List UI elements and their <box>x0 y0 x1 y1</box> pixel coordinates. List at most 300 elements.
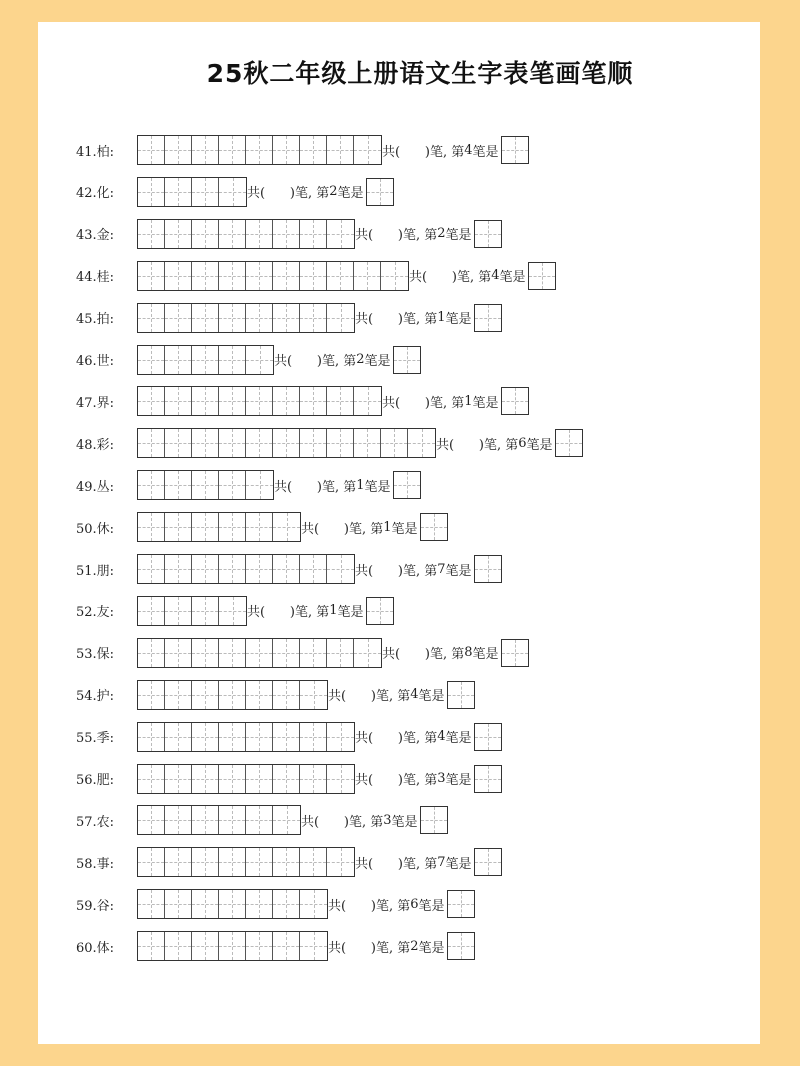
stroke-cell[interactable] <box>138 765 165 793</box>
stroke-cell[interactable] <box>165 304 192 332</box>
total-blank[interactable] <box>265 603 290 618</box>
total-blank[interactable] <box>292 352 317 367</box>
total-prefix: 共( <box>328 898 347 914</box>
stroke-cell[interactable] <box>273 639 300 667</box>
stroke-order-grid[interactable] <box>137 428 436 458</box>
question-text <box>355 769 472 788</box>
stroke-order-grid[interactable] <box>137 219 355 249</box>
question-text <box>301 518 418 537</box>
stroke-cell[interactable] <box>300 639 327 667</box>
stroke-cell[interactable] <box>165 429 192 457</box>
total-suffix: )笔, 第 <box>424 395 465 411</box>
exercise-row <box>76 218 502 250</box>
stroke-cell[interactable] <box>246 555 273 583</box>
stroke-cell[interactable] <box>192 681 219 709</box>
total-suffix: )笔, 第 <box>397 856 438 872</box>
answer-prompt: 笔是 <box>418 898 445 914</box>
stroke-cell[interactable] <box>219 890 246 918</box>
total-prefix: 共( <box>301 521 320 537</box>
stroke-cell[interactable] <box>273 555 300 583</box>
stroke-cell[interactable] <box>273 890 300 918</box>
stroke-cell[interactable] <box>300 262 327 290</box>
stroke-cell[interactable] <box>327 555 354 583</box>
character-label: 44.桂: <box>76 270 115 286</box>
stroke-cell[interactable] <box>138 890 165 918</box>
stroke-cell[interactable] <box>273 513 300 541</box>
stroke-cell[interactable] <box>138 387 165 415</box>
stroke-cell[interactable] <box>192 513 219 541</box>
question-text <box>355 224 472 243</box>
answer-box[interactable] <box>474 555 502 583</box>
question-text <box>355 308 472 327</box>
answer-prompt: 笔是 <box>364 354 391 369</box>
total-suffix: )笔, 第 <box>289 605 330 621</box>
stroke-cell[interactable] <box>138 304 165 332</box>
question-text <box>355 560 472 579</box>
stroke-cell[interactable] <box>165 806 192 834</box>
stroke-cell[interactable] <box>273 304 300 332</box>
stroke-cell[interactable] <box>219 723 246 751</box>
stroke-cell[interactable] <box>219 262 246 290</box>
total-blank[interactable] <box>346 939 371 954</box>
exercise-row <box>76 260 556 292</box>
stroke-index: 2 <box>356 352 365 367</box>
stroke-index: 2 <box>410 938 419 954</box>
total-suffix: )笔, 第 <box>397 773 438 788</box>
stroke-order-grid[interactable] <box>137 764 355 794</box>
stroke-cell[interactable] <box>138 932 165 960</box>
total-blank[interactable] <box>373 855 398 870</box>
answer-box[interactable] <box>474 765 502 793</box>
question-text <box>328 937 445 956</box>
stroke-order-grid[interactable] <box>137 512 301 542</box>
stroke-cell[interactable] <box>327 429 354 457</box>
total-prefix: 共( <box>328 689 347 705</box>
character-label: 54.护: <box>76 689 115 705</box>
stroke-cell[interactable] <box>408 429 435 457</box>
stroke-order-grid[interactable] <box>137 261 409 291</box>
stroke-cell[interactable] <box>138 555 165 583</box>
total-prefix: 共( <box>247 605 266 621</box>
stroke-cell[interactable] <box>165 848 192 876</box>
stroke-cell[interactable] <box>192 471 219 499</box>
stroke-cell[interactable] <box>192 262 219 290</box>
stroke-cell[interactable] <box>246 220 273 248</box>
total-prefix: 共( <box>274 354 293 369</box>
question-text <box>328 895 445 914</box>
character-label: 47.界: <box>76 395 115 411</box>
total-prefix: 共( <box>355 731 374 747</box>
stroke-order-grid[interactable] <box>137 135 382 165</box>
stroke-cell[interactable] <box>192 639 219 667</box>
stroke-order-grid[interactable] <box>137 680 328 710</box>
answer-box[interactable] <box>474 304 502 332</box>
stroke-cell[interactable] <box>300 555 327 583</box>
total-suffix: )笔, 第 <box>370 689 411 705</box>
stroke-cell[interactable] <box>138 681 165 709</box>
stroke-cell[interactable] <box>219 681 246 709</box>
stroke-cell[interactable] <box>192 932 219 960</box>
stroke-cell[interactable] <box>165 890 192 918</box>
stroke-cell[interactable] <box>300 681 327 709</box>
stroke-cell[interactable] <box>273 723 300 751</box>
exercise-row <box>76 679 475 711</box>
stroke-cell[interactable] <box>192 806 219 834</box>
stroke-cell[interactable] <box>192 765 219 793</box>
character-label: 58.事: <box>76 856 115 872</box>
stroke-cell[interactable] <box>246 346 273 374</box>
stroke-cell[interactable] <box>246 136 273 164</box>
stroke-cell[interactable] <box>354 136 381 164</box>
stroke-cell[interactable] <box>138 429 165 457</box>
total-suffix: )笔, 第 <box>343 521 384 537</box>
total-prefix: 共( <box>382 144 401 160</box>
exercise-row <box>76 637 529 669</box>
character-label: 43.金: <box>76 228 115 244</box>
stroke-index: 4 <box>437 729 446 745</box>
stroke-cell[interactable] <box>165 932 192 960</box>
stroke-cell[interactable] <box>246 639 273 667</box>
answer-box[interactable] <box>393 471 421 499</box>
answer-prompt: 笔是 <box>445 228 472 244</box>
question-text <box>247 182 364 201</box>
stroke-cell[interactable] <box>219 178 246 206</box>
total-blank[interactable] <box>400 394 425 409</box>
stroke-cell[interactable] <box>246 387 273 415</box>
total-blank[interactable] <box>454 436 479 451</box>
answer-box[interactable] <box>528 262 556 290</box>
stroke-cell[interactable] <box>219 136 246 164</box>
answer-box[interactable] <box>447 932 475 960</box>
answer-box[interactable] <box>555 429 583 457</box>
total-prefix: 共( <box>436 437 455 453</box>
stroke-cell[interactable] <box>192 304 219 332</box>
stroke-cell[interactable] <box>300 220 327 248</box>
total-blank[interactable] <box>373 771 398 786</box>
total-prefix: 共( <box>355 773 374 788</box>
stroke-cell[interactable] <box>300 304 327 332</box>
stroke-order-grid[interactable] <box>137 722 355 752</box>
stroke-index: 4 <box>410 687 419 703</box>
exercise-row <box>76 930 475 962</box>
stroke-cell[interactable] <box>192 387 219 415</box>
total-blank[interactable] <box>346 687 371 702</box>
stroke-cell[interactable] <box>165 220 192 248</box>
total-blank[interactable] <box>400 143 425 158</box>
stroke-order-grid[interactable] <box>137 638 382 668</box>
stroke-index: 2 <box>437 226 446 242</box>
stroke-cell[interactable] <box>273 848 300 876</box>
stroke-order-grid[interactable] <box>137 303 355 333</box>
answer-box[interactable] <box>420 806 448 834</box>
exercise-row <box>76 763 502 795</box>
answer-prompt: 笔是 <box>391 521 418 537</box>
stroke-cell[interactable] <box>246 806 273 834</box>
stroke-cell[interactable] <box>246 304 273 332</box>
stroke-cell[interactable] <box>327 765 354 793</box>
stroke-order-grid[interactable] <box>137 847 355 877</box>
answer-prompt: 笔是 <box>499 270 526 286</box>
character-label: 59.谷: <box>76 898 115 914</box>
stroke-cell[interactable] <box>219 220 246 248</box>
stroke-cell[interactable] <box>138 848 165 876</box>
stroke-cell[interactable] <box>273 220 300 248</box>
stroke-cell[interactable] <box>165 681 192 709</box>
answer-prompt: 笔是 <box>445 773 472 788</box>
answer-box[interactable] <box>474 848 502 876</box>
stroke-cell[interactable] <box>138 513 165 541</box>
answer-box[interactable] <box>501 387 529 415</box>
stroke-cell[interactable] <box>138 178 165 206</box>
stroke-cell[interactable] <box>300 429 327 457</box>
stroke-order-grid[interactable] <box>137 470 274 500</box>
stroke-cell[interactable] <box>192 555 219 583</box>
stroke-cell[interactable] <box>138 806 165 834</box>
stroke-order-grid[interactable] <box>137 177 247 207</box>
stroke-cell[interactable] <box>300 136 327 164</box>
total-blank[interactable] <box>400 645 425 660</box>
stroke-cell[interactable] <box>165 513 192 541</box>
question-text <box>274 350 391 369</box>
stroke-cell[interactable] <box>273 681 300 709</box>
stroke-cell[interactable] <box>354 262 381 290</box>
stroke-cell[interactable] <box>165 471 192 499</box>
stroke-index: 1 <box>464 393 473 409</box>
stroke-cell[interactable] <box>273 136 300 164</box>
total-suffix: )笔, 第 <box>316 479 357 495</box>
stroke-cell[interactable] <box>327 304 354 332</box>
stroke-cell[interactable] <box>219 346 246 374</box>
stroke-cell[interactable] <box>165 639 192 667</box>
stroke-cell[interactable] <box>273 806 300 834</box>
stroke-cell[interactable] <box>300 890 327 918</box>
total-suffix: )笔, 第 <box>424 144 465 160</box>
stroke-cell[interactable] <box>327 723 354 751</box>
stroke-cell[interactable] <box>300 848 327 876</box>
stroke-order-grid[interactable] <box>137 386 382 416</box>
stroke-cell[interactable] <box>327 136 354 164</box>
stroke-cell[interactable] <box>165 346 192 374</box>
stroke-cell[interactable] <box>219 471 246 499</box>
stroke-cell[interactable] <box>219 513 246 541</box>
exercise-row <box>76 176 394 208</box>
stroke-cell[interactable] <box>138 471 165 499</box>
answer-box[interactable] <box>501 639 529 667</box>
total-prefix: 共( <box>274 479 293 495</box>
stroke-index: 4 <box>491 268 500 284</box>
character-label: 53.保: <box>76 647 115 663</box>
stroke-cell[interactable] <box>300 723 327 751</box>
character-label: 46.世: <box>76 354 115 369</box>
total-blank[interactable] <box>373 729 398 744</box>
stroke-cell[interactable] <box>273 932 300 960</box>
stroke-order-grid[interactable] <box>137 931 328 961</box>
answer-box[interactable] <box>447 890 475 918</box>
total-blank[interactable] <box>346 897 371 912</box>
stroke-order-grid[interactable] <box>137 596 247 626</box>
question-text <box>328 685 445 704</box>
stroke-cell[interactable] <box>327 848 354 876</box>
exercise-row <box>76 721 502 753</box>
exercise-row <box>76 846 502 878</box>
exercise-row <box>76 427 583 459</box>
stroke-cell[interactable] <box>192 429 219 457</box>
stroke-cell[interactable] <box>165 597 192 625</box>
stroke-cell[interactable] <box>138 262 165 290</box>
stroke-cell[interactable] <box>165 765 192 793</box>
stroke-cell[interactable] <box>165 723 192 751</box>
answer-box[interactable] <box>447 681 475 709</box>
stroke-cell[interactable] <box>219 765 246 793</box>
stroke-cell[interactable] <box>192 890 219 918</box>
stroke-cell[interactable] <box>246 848 273 876</box>
total-blank[interactable] <box>373 562 398 577</box>
stroke-cell[interactable] <box>354 639 381 667</box>
answer-box[interactable] <box>393 346 421 374</box>
exercise-row <box>76 134 529 166</box>
total-blank[interactable] <box>373 226 398 241</box>
stroke-cell[interactable] <box>246 513 273 541</box>
answer-box[interactable] <box>474 723 502 751</box>
stroke-cell[interactable] <box>192 848 219 876</box>
stroke-cell[interactable] <box>165 136 192 164</box>
stroke-cell[interactable] <box>138 723 165 751</box>
stroke-cell[interactable] <box>165 555 192 583</box>
total-suffix: )笔, 第 <box>478 437 519 453</box>
answer-prompt: 笔是 <box>472 395 499 411</box>
stroke-cell[interactable] <box>219 806 246 834</box>
stroke-index: 3 <box>383 812 392 828</box>
exercise-row <box>76 888 475 920</box>
question-text <box>247 601 364 620</box>
total-blank[interactable] <box>319 520 344 535</box>
stroke-cell[interactable] <box>354 387 381 415</box>
stroke-order-grid[interactable] <box>137 889 328 919</box>
total-blank[interactable] <box>373 310 398 325</box>
stroke-cell[interactable] <box>246 681 273 709</box>
stroke-cell[interactable] <box>273 387 300 415</box>
stroke-cell[interactable] <box>300 765 327 793</box>
total-suffix: )笔, 第 <box>370 898 411 914</box>
total-suffix: )笔, 第 <box>397 312 438 328</box>
stroke-cell[interactable] <box>246 262 273 290</box>
stroke-index: 2 <box>329 184 338 200</box>
total-suffix: )笔, 第 <box>451 270 492 286</box>
stroke-cell[interactable] <box>246 723 273 751</box>
exercise-row <box>76 804 448 836</box>
stroke-cell[interactable] <box>300 932 327 960</box>
exercise-row <box>76 385 529 417</box>
total-prefix: 共( <box>301 814 320 830</box>
stroke-cell[interactable] <box>219 387 246 415</box>
total-prefix: 共( <box>247 186 266 202</box>
total-suffix: )笔, 第 <box>289 186 330 202</box>
stroke-cell[interactable] <box>192 346 219 374</box>
answer-prompt: 笔是 <box>418 689 445 705</box>
answer-prompt: 笔是 <box>391 814 418 830</box>
stroke-cell[interactable] <box>138 346 165 374</box>
stroke-cell[interactable] <box>327 639 354 667</box>
stroke-cell[interactable] <box>381 262 408 290</box>
total-blank[interactable] <box>319 813 344 828</box>
answer-box[interactable] <box>501 136 529 164</box>
exercise-row <box>76 469 421 501</box>
stroke-cell[interactable] <box>219 429 246 457</box>
answer-prompt: 笔是 <box>445 563 472 579</box>
stroke-cell[interactable] <box>219 597 246 625</box>
stroke-cell[interactable] <box>273 765 300 793</box>
stroke-cell[interactable] <box>138 136 165 164</box>
stroke-cell[interactable] <box>219 639 246 667</box>
character-label: 48.彩: <box>76 437 115 453</box>
stroke-cell[interactable] <box>300 387 327 415</box>
answer-box[interactable] <box>366 178 394 206</box>
stroke-cell[interactable] <box>192 723 219 751</box>
stroke-cell[interactable] <box>381 429 408 457</box>
exercise-row <box>76 511 448 543</box>
stroke-cell[interactable] <box>219 555 246 583</box>
stroke-cell[interactable] <box>165 178 192 206</box>
total-prefix: 共( <box>355 228 374 244</box>
stroke-cell[interactable] <box>246 765 273 793</box>
total-blank[interactable] <box>427 268 452 283</box>
answer-prompt: 笔是 <box>445 856 472 872</box>
stroke-cell[interactable] <box>138 639 165 667</box>
stroke-cell[interactable] <box>246 471 273 499</box>
question-text <box>355 853 472 872</box>
stroke-cell[interactable] <box>192 136 219 164</box>
stroke-cell[interactable] <box>327 262 354 290</box>
answer-box[interactable] <box>420 513 448 541</box>
stroke-index: 6 <box>518 435 527 451</box>
stroke-cell[interactable] <box>138 597 165 625</box>
answer-box[interactable] <box>474 220 502 248</box>
stroke-index: 8 <box>464 645 473 661</box>
total-suffix: )笔, 第 <box>397 228 438 244</box>
stroke-cell[interactable] <box>219 304 246 332</box>
answer-prompt: 笔是 <box>526 437 553 453</box>
stroke-index: 7 <box>437 561 446 577</box>
stroke-order-grid[interactable] <box>137 554 355 584</box>
total-suffix: )笔, 第 <box>424 647 465 663</box>
stroke-cell[interactable] <box>192 597 219 625</box>
stroke-cell[interactable] <box>219 848 246 876</box>
stroke-cell[interactable] <box>192 178 219 206</box>
answer-box[interactable] <box>366 597 394 625</box>
stroke-order-grid[interactable] <box>137 805 301 835</box>
total-prefix: 共( <box>355 856 374 872</box>
stroke-cell[interactable] <box>273 262 300 290</box>
stroke-cell[interactable] <box>138 220 165 248</box>
stroke-cell[interactable] <box>354 429 381 457</box>
stroke-cell[interactable] <box>246 890 273 918</box>
stroke-cell[interactable] <box>219 932 246 960</box>
stroke-cell[interactable] <box>327 220 354 248</box>
total-prefix: 共( <box>328 940 347 956</box>
stroke-cell[interactable] <box>327 387 354 415</box>
stroke-cell[interactable] <box>246 932 273 960</box>
stroke-cell[interactable] <box>246 429 273 457</box>
stroke-order-grid[interactable] <box>137 345 274 375</box>
stroke-cell[interactable] <box>165 262 192 290</box>
stroke-cell[interactable] <box>165 387 192 415</box>
stroke-cell[interactable] <box>273 429 300 457</box>
character-label: 41.柏: <box>76 144 115 160</box>
total-blank[interactable] <box>265 184 290 199</box>
character-label: 49.丛: <box>76 479 115 495</box>
total-blank[interactable] <box>292 478 317 493</box>
stroke-cell[interactable] <box>192 220 219 248</box>
